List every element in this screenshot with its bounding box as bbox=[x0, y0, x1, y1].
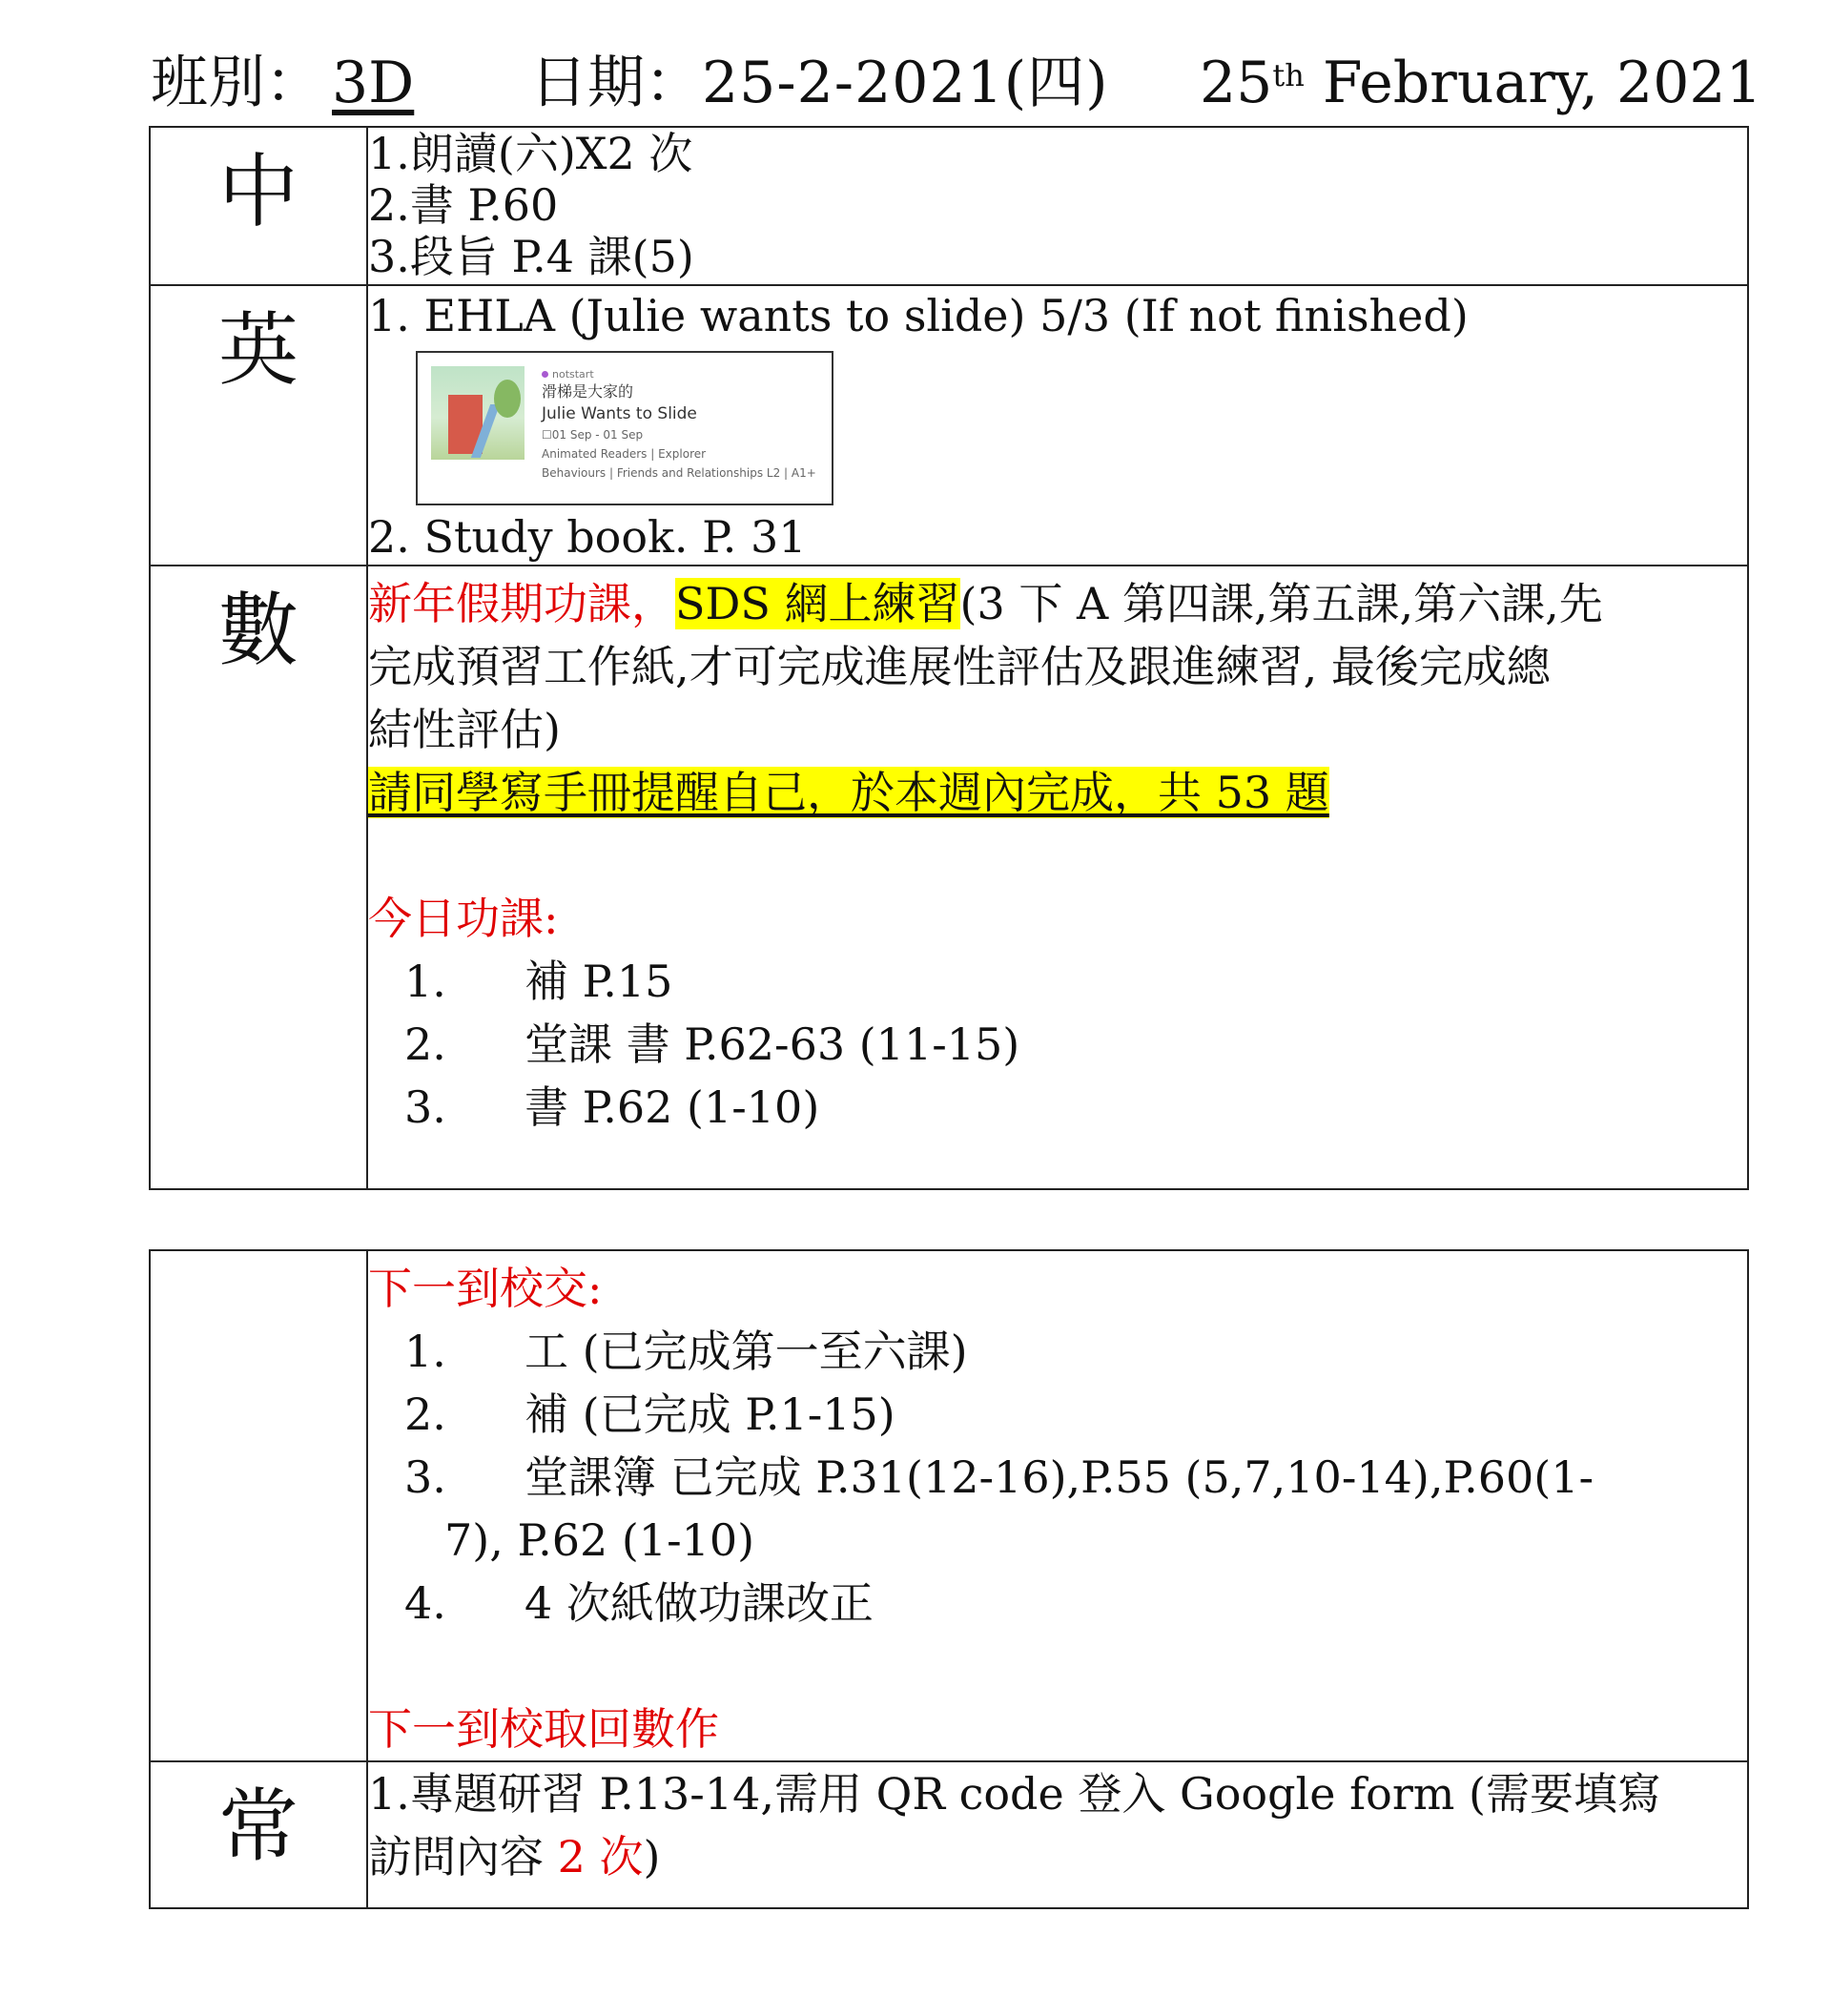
math-submit-item-continued: 7), P.62 (1-10) bbox=[444, 1514, 755, 1566]
book-cover-image bbox=[431, 366, 525, 460]
ehla-book-card[interactable] bbox=[416, 351, 833, 505]
math-submit-content bbox=[367, 1250, 1748, 1761]
subject-chinese: 中 bbox=[150, 127, 367, 285]
math-submit-item: 4. 4 次紙做功課改正 bbox=[404, 1577, 874, 1629]
chinese-item: 1.朗讀(六)X2 次 bbox=[368, 128, 693, 179]
math-content bbox=[367, 566, 1748, 1189]
date-english bbox=[1200, 46, 1762, 120]
chinese-item: 3.段旨 P.4 課(5) bbox=[368, 231, 694, 282]
math-intro-line2: 完成預習工作紙,才可完成進展性評估及跟進練習, 最後完成總 bbox=[368, 641, 1551, 692]
subject-english: 英 bbox=[150, 285, 367, 566]
math-today-item: 3. 書 P.62 (1-10) bbox=[404, 1081, 820, 1133]
book-series: Animated Readers | Explorer bbox=[542, 447, 707, 461]
math-intro-line1: 新年假期功課，SDS 網上練習(3 下 A 第四課,第五課,第六課,先 bbox=[368, 578, 1603, 629]
math-reminder: 請同學寫手冊提醒自己，於本週內完成，共 53 題 bbox=[368, 767, 1329, 818]
row-english bbox=[150, 285, 1748, 566]
math-submit-label: 下一到校交: bbox=[368, 1263, 603, 1314]
math-submit-item: 1. 工 (已完成第一至六課) bbox=[404, 1326, 968, 1377]
english-item-ehla: 1. EHLA (Julie wants to slide) 5/3 (If not finished) bbox=[368, 290, 1469, 341]
math-today-item: 1. 補 P.15 bbox=[404, 956, 673, 1007]
book-topics: Behaviours | Friends and Relationships L2 | A1+ bbox=[542, 466, 816, 480]
row-math bbox=[150, 566, 1748, 1189]
status-dot-icon bbox=[542, 371, 548, 378]
date-english-day: 25 bbox=[1200, 50, 1273, 116]
book-status-tag: notstart bbox=[542, 368, 816, 381]
chinese-content bbox=[367, 127, 1748, 285]
homework-table bbox=[149, 126, 1749, 1190]
row-general-studies bbox=[150, 1761, 1748, 1908]
row-math-continued bbox=[150, 1250, 1748, 1761]
class-label: 班別： bbox=[151, 50, 322, 116]
math-retrieve-label: 下一到校取回數作 bbox=[368, 1703, 719, 1755]
subject-math-continued bbox=[150, 1250, 367, 1761]
general-item-line2: 訪問內容 2 次) bbox=[368, 1831, 661, 1882]
general-item-line1: 1.專題研習 P.13-14,需用 QR code 登入 Google form (需要填寫 bbox=[368, 1768, 1661, 1820]
row-chinese bbox=[150, 127, 1748, 285]
general-content bbox=[367, 1761, 1748, 1908]
sds-highlight: SDS 網上練習 bbox=[675, 578, 960, 629]
book-title-chinese: 滑梯是大家的 bbox=[542, 382, 634, 401]
math-today-item: 2. 堂課 書 P.62-63 (11-15) bbox=[404, 1018, 1020, 1070]
chinese-item: 2.書 P.60 bbox=[368, 179, 559, 231]
date-english-rest: February, 2021 bbox=[1304, 50, 1762, 116]
homework-table-continued bbox=[149, 1249, 1749, 1909]
math-intro-line3: 結性評估) bbox=[368, 704, 561, 755]
book-dates: ☐01 Sep - 01 Sep bbox=[542, 428, 644, 442]
class-value: 3D bbox=[332, 50, 415, 116]
math-submit-item: 3. 堂課簿 已完成 P.31(12-16),P.55 (5,7,10-14),P.60(1- bbox=[404, 1451, 1594, 1503]
book-title-english: Julie Wants to Slide bbox=[542, 404, 697, 423]
header bbox=[151, 46, 1762, 120]
subject-math: 數 bbox=[150, 566, 367, 1189]
math-submit-item: 2. 補 (已完成 P.1-15) bbox=[404, 1389, 895, 1440]
date-english-suffix: th bbox=[1272, 57, 1305, 93]
book-card-text bbox=[542, 368, 816, 483]
subject-general-studies: 常 bbox=[150, 1761, 367, 1908]
english-content bbox=[367, 285, 1748, 566]
date-label: 日期： bbox=[530, 50, 702, 116]
english-item-study-book: 2. Study book. P. 31 bbox=[368, 511, 807, 563]
date-value: 25-2-2021(四) bbox=[702, 50, 1109, 116]
math-today-label: 今日功課: bbox=[368, 893, 559, 944]
